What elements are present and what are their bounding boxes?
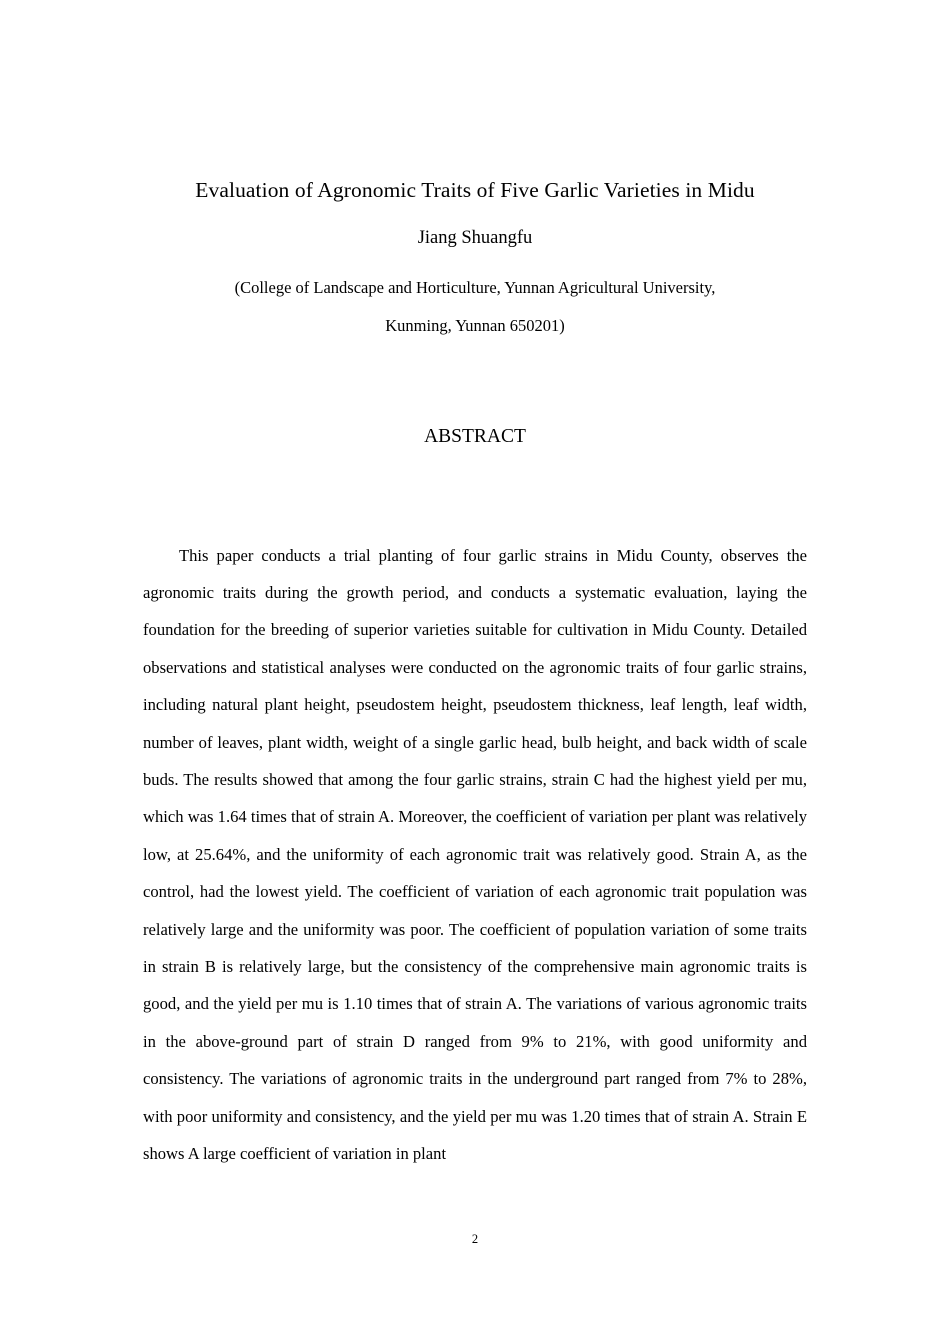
abstract-heading: ABSTRACT: [424, 426, 526, 447]
abstract-paragraph: This paper conducts a trial planting of four garlic strains in Midu County, observes the agronomic traits during the growth period, and conducts a systematic evaluation, laying the foundation for the breeding of superior varieties suitable for cultivation in Midu County. Detailed observations and statistical analyses were conducted on the agronomic traits of four garlic strains, including natural plant height, pseudostem height, pseudostem thickness, leaf length, leaf width, number of leaves, plant width, weight of a single garlic head, bulb height, and back width of scale buds. The results showed that among the four garlic strains, strain C had the highest yield per mu, which was 1.64 times that of strain A. Moreover, the coefficient of variation per plant was relatively low, at 25.64%, and the uniformity of each agronomic trait was relatively good. Strain A, as the control, had the lowest yield. The coefficient of variation of each agronomic trait population was relatively large and the uniformity was poor. The coefficient of population variation of some traits in strain B is relatively large, but the consistency of the comprehensive main agronomic traits is good, and the yield per mu is 1.10 times that of strain A. The variations of various agronomic traits in the above-ground part of strain D ranged from 9% to 21%, with good uniformity and consistency. The variations of agronomic traits in the underground part ranged from 7% to 28%, with poor uniformity and consistency, and the yield per mu was 1.20 times that of strain A. Strain E shows A large coefficient of variation in plant: [143, 545, 807, 1164]
author-affiliation: [143, 252, 807, 345]
page-title: Evaluation of Agronomic Traits of Five Garlic Varieties in Midu: [195, 178, 755, 202]
affiliation-line-2: Kunming, Yunnan 650201): [385, 316, 565, 335]
author-name: Jiang Shuangfu: [417, 228, 533, 248]
page-number: 2: [471, 1232, 479, 1246]
affiliation-line-1: (College of Landscape and Horticulture, Yunnan Agricultural University,: [234, 278, 716, 297]
page-content-column: [143, 0, 807, 1189]
